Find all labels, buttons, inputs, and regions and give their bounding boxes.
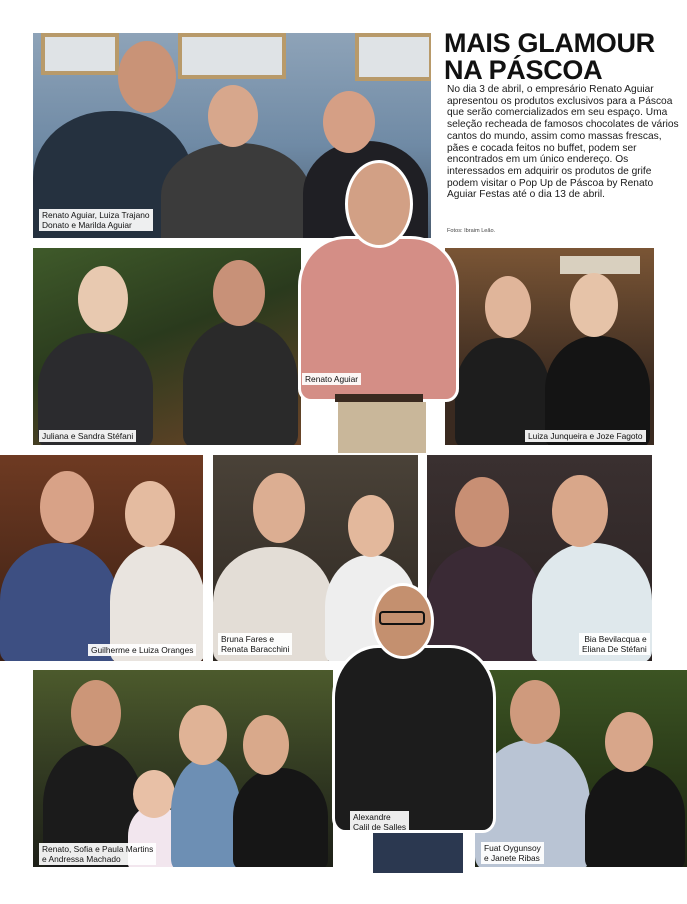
wall-frame xyxy=(41,33,119,75)
person-older-woman xyxy=(183,320,298,445)
person-woman-floral-dress xyxy=(171,758,241,867)
photo-caption: Renato, Sofia e Paula Martins e Andressa Machado xyxy=(39,843,156,865)
person-head xyxy=(253,473,305,543)
person-head xyxy=(243,715,289,775)
person-head xyxy=(345,160,413,248)
cutout-alexandre-calil-de-salles xyxy=(332,583,492,870)
photo-caption: Luiza Junqueira e Joze Fagoto xyxy=(525,430,646,442)
person-head xyxy=(118,41,176,113)
article-title: MAIS GLAMOUR NA PÁSCOA xyxy=(444,28,655,85)
photo-caption: Renato Aguiar, Luiza Trajano Donato e Marilda Aguiar xyxy=(39,209,153,231)
person-head xyxy=(510,680,560,744)
glasses xyxy=(379,611,425,625)
person-head xyxy=(485,276,531,338)
person-head xyxy=(570,273,618,337)
person-head xyxy=(71,680,121,746)
photo-caption: Guilherme e Luiza Oranges xyxy=(88,644,196,656)
photo-caption: Juliana e Sandra Stéfani xyxy=(39,430,136,442)
person-belt xyxy=(335,394,423,402)
photo-renato-sofia-paula-andressa xyxy=(33,670,333,867)
person-head xyxy=(133,770,175,818)
photo-caption: Fuat Oygunsoy e Janete Ribas xyxy=(481,842,544,864)
photo-juliana-sandra xyxy=(33,248,301,445)
wall-frame xyxy=(355,33,431,81)
person-blonde-woman xyxy=(545,336,650,445)
wall-frame xyxy=(178,33,286,79)
person-dark-hair-woman xyxy=(455,338,550,445)
person-head xyxy=(125,481,175,547)
photo-credit: Fotos: Ibraim Leão. xyxy=(447,228,496,234)
person-head xyxy=(78,266,128,332)
person-head xyxy=(455,477,509,547)
person-head xyxy=(348,495,394,557)
person-woman-patterned-dress xyxy=(161,143,311,238)
photo-luiza-joze xyxy=(445,248,654,445)
article-body: No dia 3 de abril, o empresário Renato Aguiar apresentou os produtos exclusivos para a Páscoa que serão comercializados em seu espaço. Uma seleção recheada de famosos chocolates de vários cantos do mundo, assim como massas frescas, pães e cocada feitos no buffet, podem ser encontrados em um único endereço. Os interessados em adquirir os produtos de grife podem visitar o Pop Up de Páscoa by Renato Aguiar Festas até o dia 13 de abril. xyxy=(447,84,679,201)
person-torso-black-polo xyxy=(332,645,496,833)
person-head xyxy=(605,712,653,772)
photo-caption: Bia Bevilacqua e Eliana De Stéfani xyxy=(579,633,650,655)
person-head xyxy=(213,260,265,326)
person-blonde-woman xyxy=(38,333,153,445)
photo-fuat-janete xyxy=(475,670,687,867)
shop-sign xyxy=(560,256,640,274)
person-woman-black-dress xyxy=(585,765,685,867)
person-head xyxy=(323,91,375,153)
person-head xyxy=(179,705,227,765)
person-head xyxy=(208,85,258,147)
person-woman-black-top xyxy=(233,768,328,867)
person-head xyxy=(552,475,608,547)
photo-caption: Bruna Fares e Renata Baracchini xyxy=(218,633,292,655)
cutout-renato-aguiar xyxy=(290,158,460,450)
photo-caption: Alexandre Calil de Salles xyxy=(350,811,409,833)
photo-guilherme-luiza xyxy=(0,455,203,661)
person-head xyxy=(40,471,94,543)
photo-caption: Renato Aguiar xyxy=(302,373,361,385)
